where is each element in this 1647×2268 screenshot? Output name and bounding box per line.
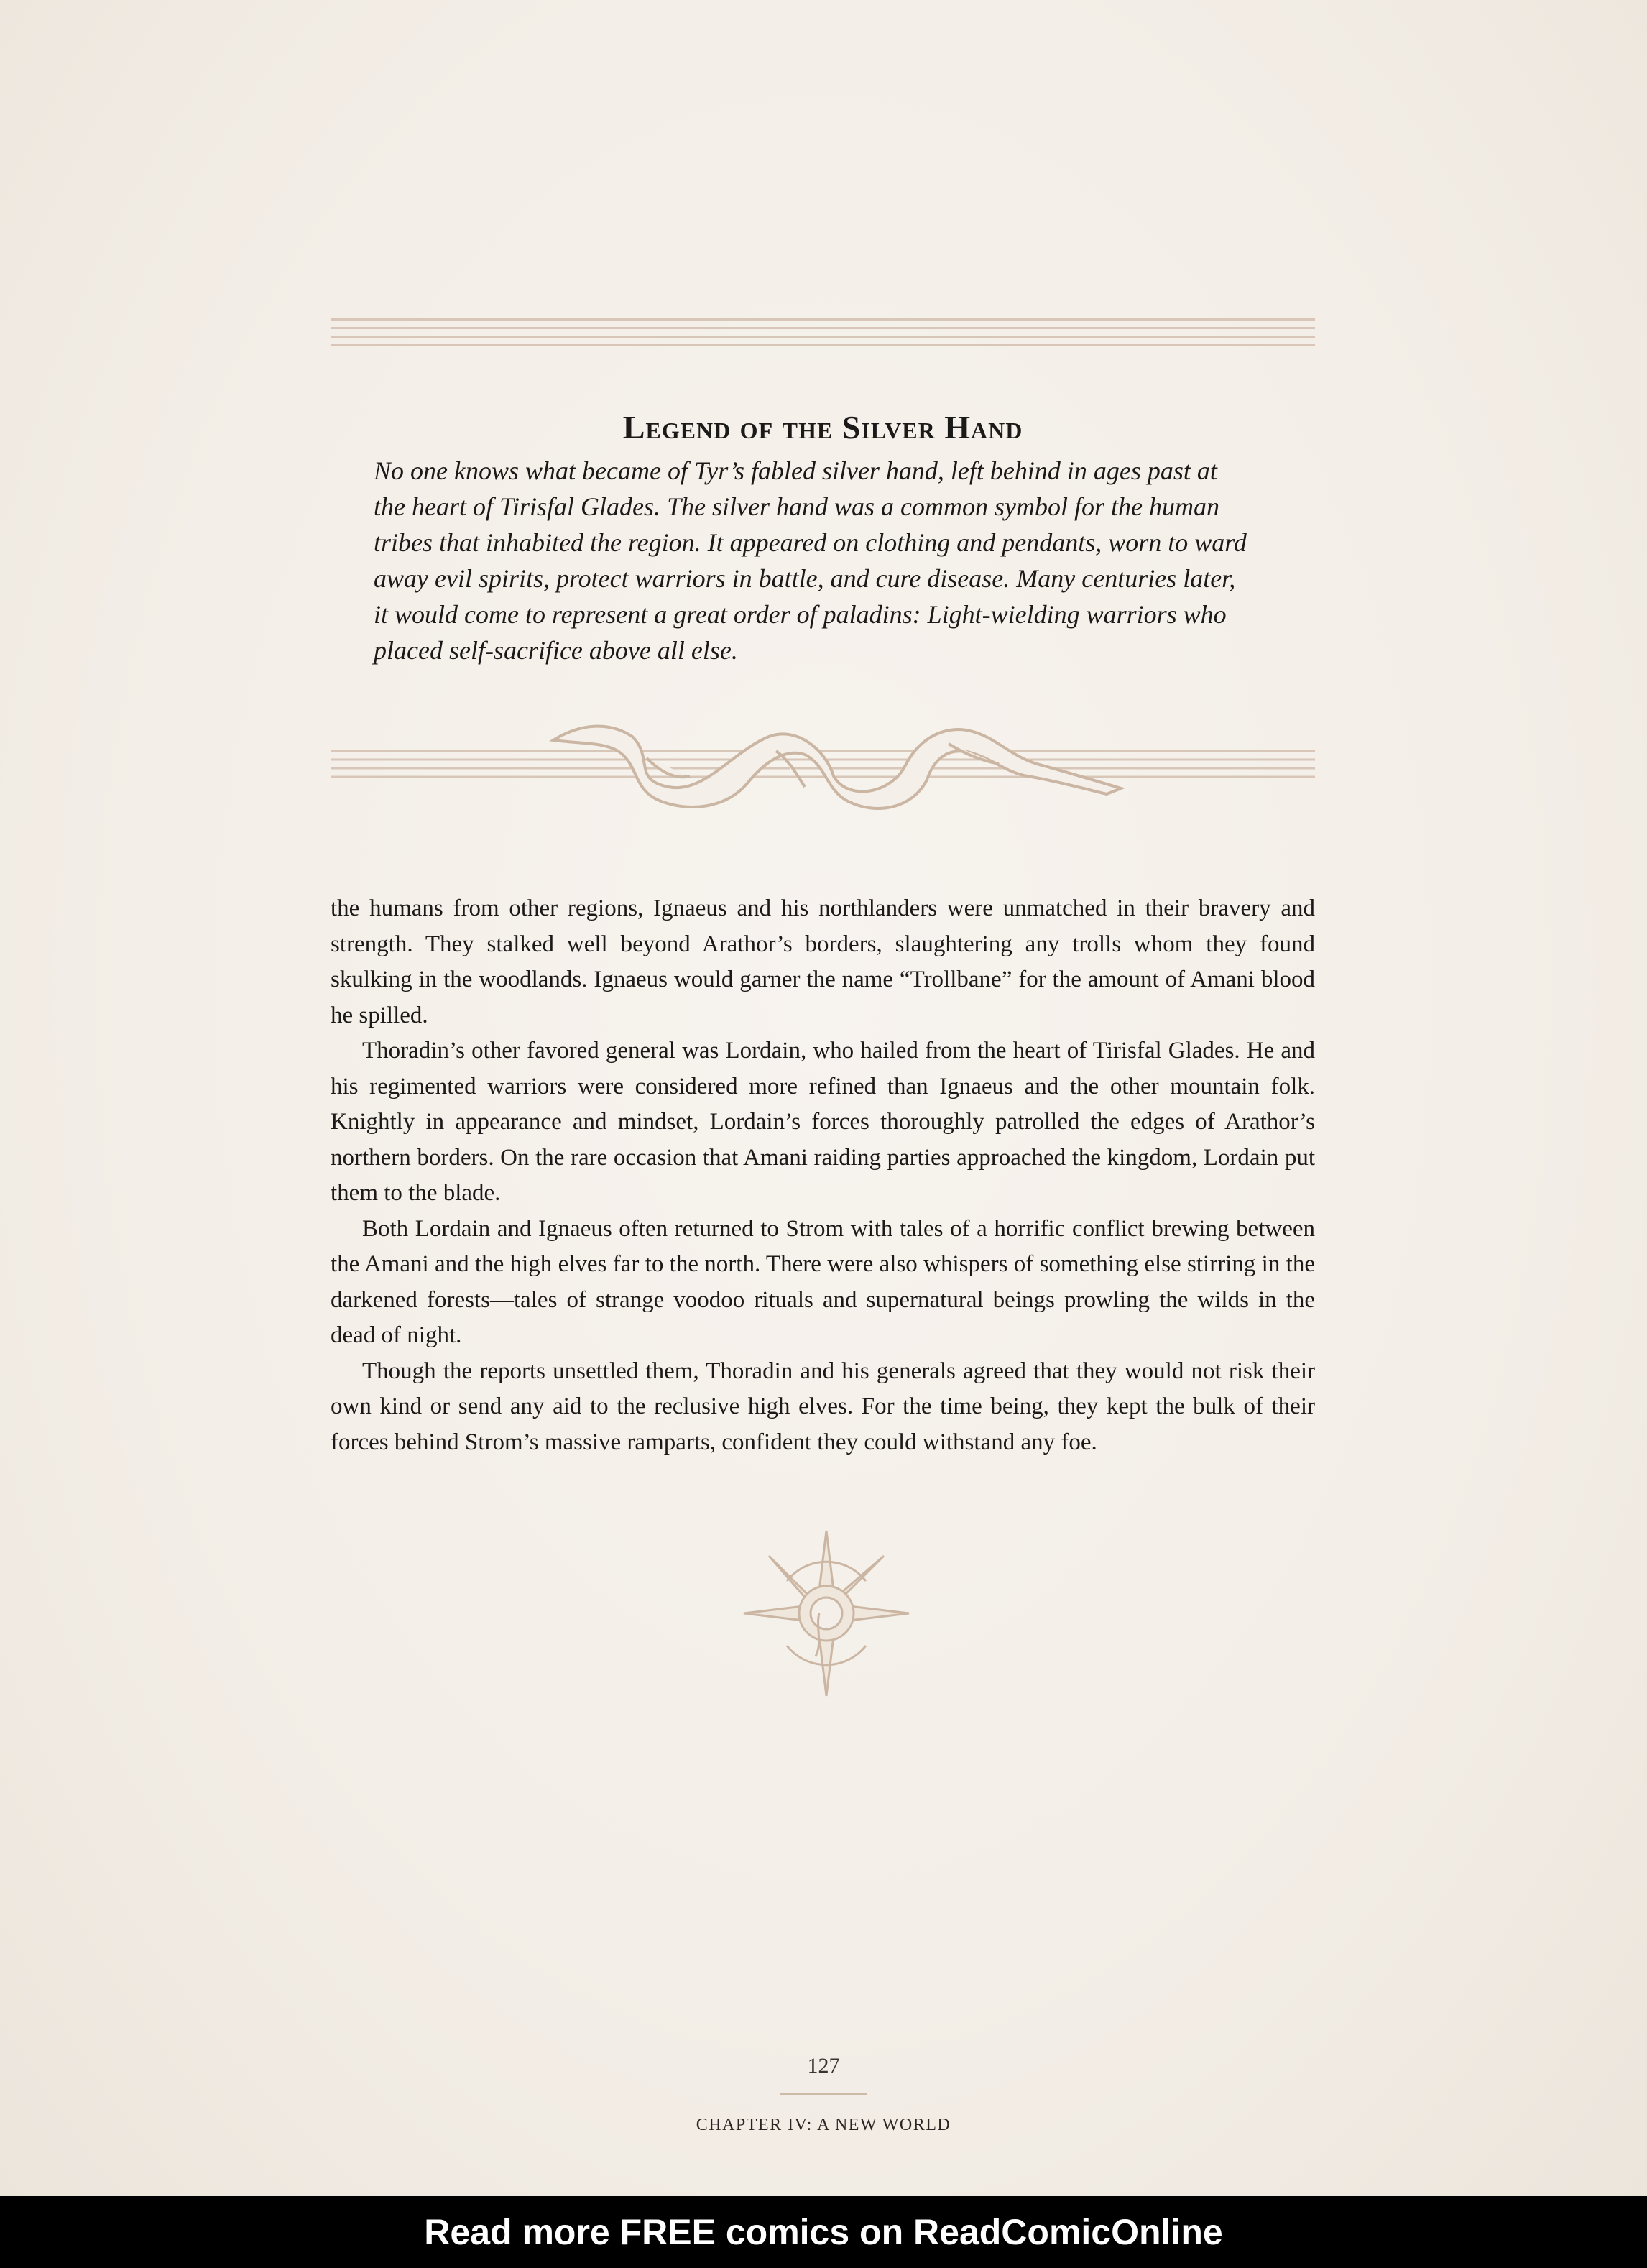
paragraph: the humans from other regions, Ignaeus and his northlanders were unmatched in their bravery and strength. They stalked well beyond Arathor’s borders, slaughtering any trolls whom they found skulking in the woodlands. Ignaeus would garner the name “Trollbane” for the amount of Amani blood he spilled. (331, 895, 1315, 1028)
compass-emblem-icon (740, 1527, 913, 1700)
promo-banner[interactable] (0, 2196, 1647, 2268)
paragraph: Thoradin’s other favored general was Lordain, who hailed from the heart of Tirisfal Glades. He and his regimented warriors were considered more refined than Ignaeus and the other mountain folk. Knightly in appearance and mindset, Lordain’s forces thoroughly patrolled the edges of Arathor’s northern borders. On the rare occasion that Amani raiding parties approached the kingdom, Lordain put them to the blade. (331, 1038, 1315, 1206)
sidebar-line: it would come to represent a great order of paladins: Light-wielding warriors who (374, 600, 1227, 629)
page-number-rule (780, 2093, 867, 2095)
sidebar-title: Legend of the Silver Hand (622, 409, 1023, 446)
promo-banner-text[interactable]: Read more FREE comics on ReadComicOnline (424, 2212, 1223, 2252)
paragraph: Both Lordain and Ignaeus often returned to Strom with tales of a horrific conflict brewing between the Amani and the high elves far to the north. There were also whispers of something else stirring in the darkened forests—tales of strange voodoo rituals and supernatural beings prowling the wilds in the dead of night. (331, 1215, 1315, 1348)
main-text (331, 891, 1315, 1460)
chapter-label: CHAPTER IV: A NEW WORLD (696, 2116, 951, 2134)
ribbon-ornament (331, 708, 1315, 823)
sidebar-line: away evil spirits, protect warriors in battle, and cure disease. Many centuries later, (374, 564, 1236, 593)
page-number: 127 (807, 2054, 840, 2078)
sidebar-line: No one knows what became of Tyr’s fabled silver hand, left behind in ages past at (374, 456, 1217, 485)
top-rule (331, 318, 1315, 353)
sidebar-line: tribes that inhabited the region. It appeared on clothing and pendants, worn to ward (374, 528, 1247, 557)
sidebar-line: the heart of Tirisfal Glades. The silver hand was a common symbol for the human (374, 492, 1219, 521)
sidebar-body (374, 453, 1276, 668)
paragraph: Though the reports unsettled them, Thoradin and his generals agreed that they would not risk their own kind or send any aid to the reclusive high elves. For the time being, they kept the bulk of their forces behind Strom’s massive ramparts, confident they could withstand any foe. (331, 1357, 1315, 1455)
sidebar-line: placed self-sacrifice above all else. (374, 636, 738, 665)
